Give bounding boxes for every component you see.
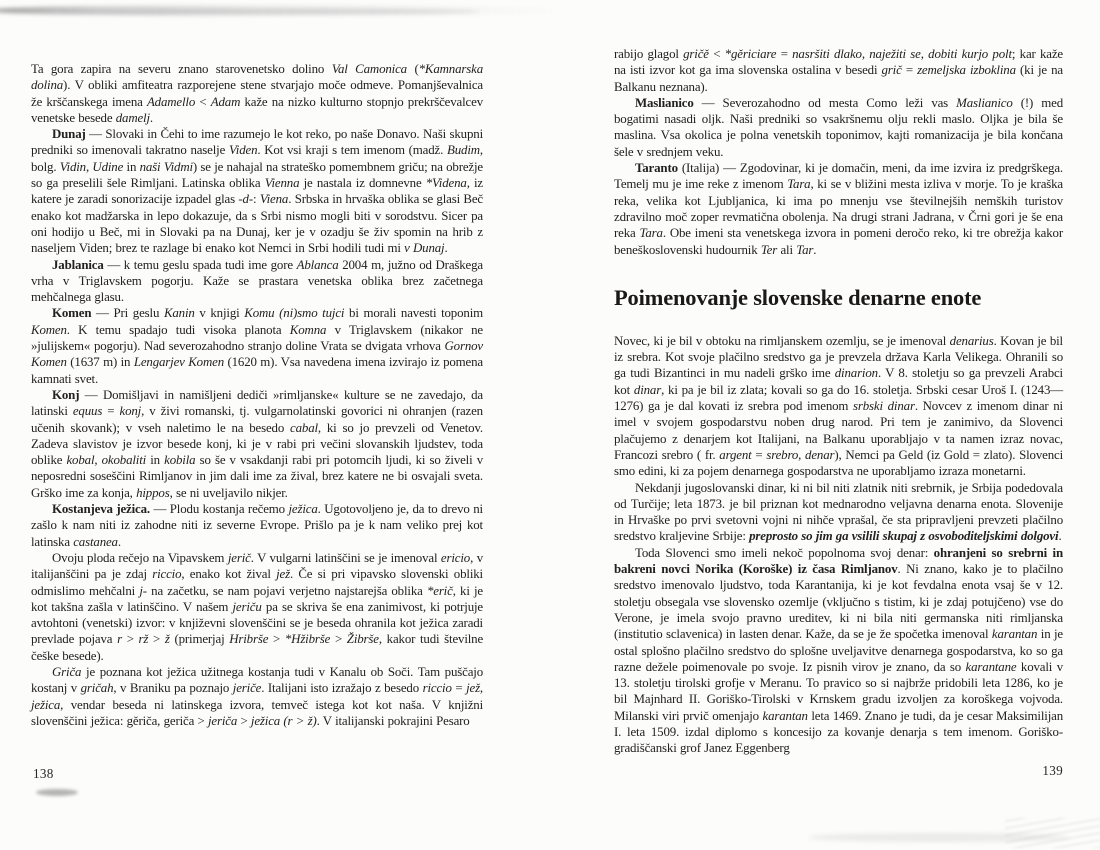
paragraph: Maslianico — Severozahodno od mesta Como leži vas Maslianico (!) med bogatimi nasadi oljk. Naši predniki so vsakršnemu olju rekli maslo. Oljka je bila še maslina. Vsa okolica je polna venetskih toponimov, kajti romanizacija je bila končana šele v srednjem veku. bbox=[614, 95, 1063, 159]
paragraph: Komen — Pri geslu Kanin v knjigi Komu (ni)smo tujci bi morali navesti toponim Komen. K temu spadajo tudi visoka planota Komna v Triglavskem (nikakor ne »julijskem« pogorju). Nad severozahodno stranjo doline Vrata se dvigata vrhova Gornov Komen (1637 m) in Lengarjev Komen (1620 m). Vsa navedena imena izvirajo iz pomena kamnati svet. bbox=[31, 306, 483, 386]
paragraph: Toda Slovenci smo imeli nekoč popolnoma svoj denar: ohranjeni so srebrni in bakreni novci Norika (Koroške) iz časa Rimljanov. Ni znano, kako je to plačilno sredstvo imenovalo ljudstvo, toda Karantanija, ki je kot fevdalna enota vsaj še v 12. stoletju obsegala vse slovensko ozemlje (vključno s tistim, ki je zdaj potujčeno) vse do Verone, je imela svojo pravno ureditev, ki ni bila niti germanska niti rimljanska (institutio sclavenica) in lasten denar. Kaže, da se je že spočetka imenoval karantan in je ostal splošno plačilno sredstvo do splošne uveljavitve denarnega gospodarstva, ko so ga razne dežele poimenovale po svoje. Iz pisnih virov je znano, da so karantane kovali v 13. stoletju tirolski grofje v Meranu. To pravico so si najbrže pridobili leta 1286, ko je bil Majnhard II. Goriško-Tirolski v Krnskem gradu izvoljen za koroškega vojvoda. Milanski viri prvič omenjajo karantan leta 1469. Znano je tudi, da je cesar Maksimilijan I. leta 1509. izdal diplomo s koncesijo za kovanje denarja s tem imenom. Goriško-gradiščanski grof Janez Eggenberg bbox=[614, 545, 1063, 756]
section-heading: Poimenovanje slovenske denarne enote bbox=[614, 284, 982, 310]
paragraph: Taranto (Italija) — Zgodovinar, ki je domačin, meni, da ime izvira iz predgrškega. Temelj mu je ime reke z imenom Tara, ki se v bližini mesta izliva v morje. To je kraška reka, velika kot Ljubljanica, ki ima po mnenju vse številnejših nemških turistov zdravilno moč zoper revmatična obolenja. Na drugi strani Jadrana, v Črni gori je še ena reka Tara. Obe imeni sta venetskega izvora in pomeni deročo reko, ki tre obrežja kakor beneškoslovenski hudournik Ter ali Tar. bbox=[614, 161, 1063, 257]
paragraph: Kostanjeva ježica. — Plodu kostanja rečemo ježica. Ugotovoljeno je, da to drevo ni zašlo k nam niti iz zahodne niti iz severne Evrope. Prišlo pa je k nam veliko prej kot latinska castanea. bbox=[31, 502, 483, 549]
scan-artifact-top-streak bbox=[60, 9, 480, 14]
paragraph: Ovoju ploda rečejo na Vipavskem jerič. V vulgarni latinščini se je imenoval ericio, v italijanščini pa je zdaj riccio, enako kot žival jež. Če si pri vipavsko slovenski obliki odmislimo mehčalni j- na začetku, se nam pojavi verjetno najstarejša oblika *erič, ki je kot takšna zašla v latinščino. V našem jeriču pa se skriva še ena zanimivost, ki potrjuje avtohtoni (venetski) izvor: v književni slovenščini se je beseda ohranila kot ježica zaradi prevlade pojava r > rž > ž (primerjaj Hribrše > *Hžibrše > Žibrše, kakor tudi številne češke besede). bbox=[31, 550, 484, 663]
paragraph: Jablanica — k temu geslu spada tudi ime gore Ablanca 2004 m, južno od Draškega vrha v Triglavskem pogorju. Kaže se prastara venetska oblika brez začetnega mehčalnega glasu. bbox=[31, 257, 483, 305]
scan-artifact-bottom-band bbox=[808, 833, 1070, 842]
page-number-left: 138 bbox=[33, 766, 54, 781]
scan-artifact-bottom-left-speck bbox=[36, 789, 78, 796]
paragraph: Konj — Domišljavi in namišljeni dediči »rimljanske« kulture se ne zavedajo, da latinski equus = konj, v živi romanski, tj. vulgarnolatinski govorici ni ohranjen (razen učenih skovank); v vseh naletimo le na besedo cabal, ki so jo prevzeli od Venetov. Zadeva slavistov je izvor besede konj, ki je v rabi pri večini slovanskih ljudstev, toda oblike kobal, okobaliti in kobila so še v vsakdanji rabi pri potomcih ljudi, ki so živeli v neposredni soseščini Rimljanov in jim dali ime za žival, brez katere ne bi osvajali sveta. Grško ime za konja, hippos, se ni uveljavilo nikjer. bbox=[31, 387, 484, 500]
right-page-text-bottom bbox=[614, 333, 1063, 757]
scan-artifact-bottom-right-streaks bbox=[1005, 818, 1100, 848]
page-number-right: 139 bbox=[1042, 763, 1063, 778]
paragraph: rabijo glagol gričě < *gěriciare = nasršiti dlako, naježiti se, dobiti kurjo polt; kar kaže na isti izvor kot ga ima slovenska ostalina v besedi grič = zemeljska izboklina (ki je na Balkanu neznana). bbox=[614, 47, 1063, 94]
left-page-text bbox=[31, 61, 483, 729]
right-page-text-top bbox=[614, 46, 1063, 258]
scan-artifact-top-smudge bbox=[0, 5, 572, 16]
right-page bbox=[614, 46, 1063, 757]
paragraph: Novec, ki je bil v obtoku na rimljanskem ozemlju, se je imenoval denarius. Kovan je bil iz srebra. Kot svoje plačilno sredstvo ga je prevzela država Karla Velikega. Ohranili so ga tudi Bizantinci in mu nadeli grško ime dinarion. V 8. stoletju so ga prevzeli Arabci kot dinar, ki pa je bil iz zlata; kovali so ga do 16. stoletja. Srbski cesar Uroš I. (1243—1276) ga je dal kovati iz srebra pod imenom srbski dinar. Novcev z imenom dinar ni imel v svojem gospodarstvu noben drug narod. Pri tem je zanimivo, da Slovenci plačujemo z denarjem kot Italijani, na Balkanu uporabljajo v ta namen izraz novac, Francozi srebro ( fr. argent = srebro, denar), Nemci pa Geld (iz Gold = zlato). Slovenci smo edini, ki za pojem denarnega gospodarstva ne uporabljamo izraza monetarni. bbox=[614, 333, 1064, 479]
paragraph: Ta gora zapira na severu znano starovenetsko dolino Val Camonica (*Kamnarska dolina). V obliki amfiteatra razporejene stene stvarjajo moče odmeve. Pomanjševalnica že krščanskega imena Adamello < Adam kaže na nizko kulturno stopnjo prekrščevalcev venetske besede damelj. bbox=[31, 62, 483, 125]
paragraph: Griča je poznana kot ježica užitnega kostanja tudi v Kanalu ob Soči. Tam puščajo kostanj v gričah, v Braniku pa poznajo jeriče. Italijani isto izražajo z besedo riccio = jež, ježica, vendar beseda ni latinskega izvora, temveč istega kot kot naša. V knjižni slovenščini ježica: gěriča, geriča > jeriča > ježica (r > ž). V italijanski pokrajini Pesaro bbox=[31, 664, 484, 728]
paragraph: Nekdanji jugoslovanski dinar, ki ni bil niti zlatnik niti srebrnik, je Srbija podedovala od Turčije; leta 1873. je bil priznan kot mednarodno veljavna denarna enota. Slovenije in Hrvaške po prvi svetovni vojni ni nihče vprašal, če sta pripravljeni prevzeti plačilno sredstvo kraljevine Srbije: preprosto so jim ga vsilili skupaj z osvoboditeljskimi dolgovi. bbox=[614, 480, 1063, 544]
paragraph: Dunaj — Slovaki in Čehi to ime razumejo le kot reko, po naše Donavo. Naši skupni predniki so imenovali takratno naselje Viden. Kot vsi kraji s tem imenom (madž. Budim, bolg. Vidin, Udine in naši Vidmi) se je nahajal na strateško pomembnem griču; na obrežje so ga preselili šele Rimljani. Latinska oblika Vienna je nastala iz domnevne *Videna, iz katere je zaradi sonorizacije izpadel glas -d-: Viena. Srbska in hrvaška oblika se glasi Beč enako kot madžarska in lepo dokazuje, da s Srbi nismo mogli biti v sorodstvu. Sicer pa oni hodijo u Beč, mi in Slovaki pa na Dunaj, ker je v ozadju še živ spomin na hrib z naseljem Viden; brez te razlage bi enako kot Nemci in Srbi hodili tudi mi v Dunaj. bbox=[31, 127, 484, 256]
left-page bbox=[31, 61, 483, 729]
